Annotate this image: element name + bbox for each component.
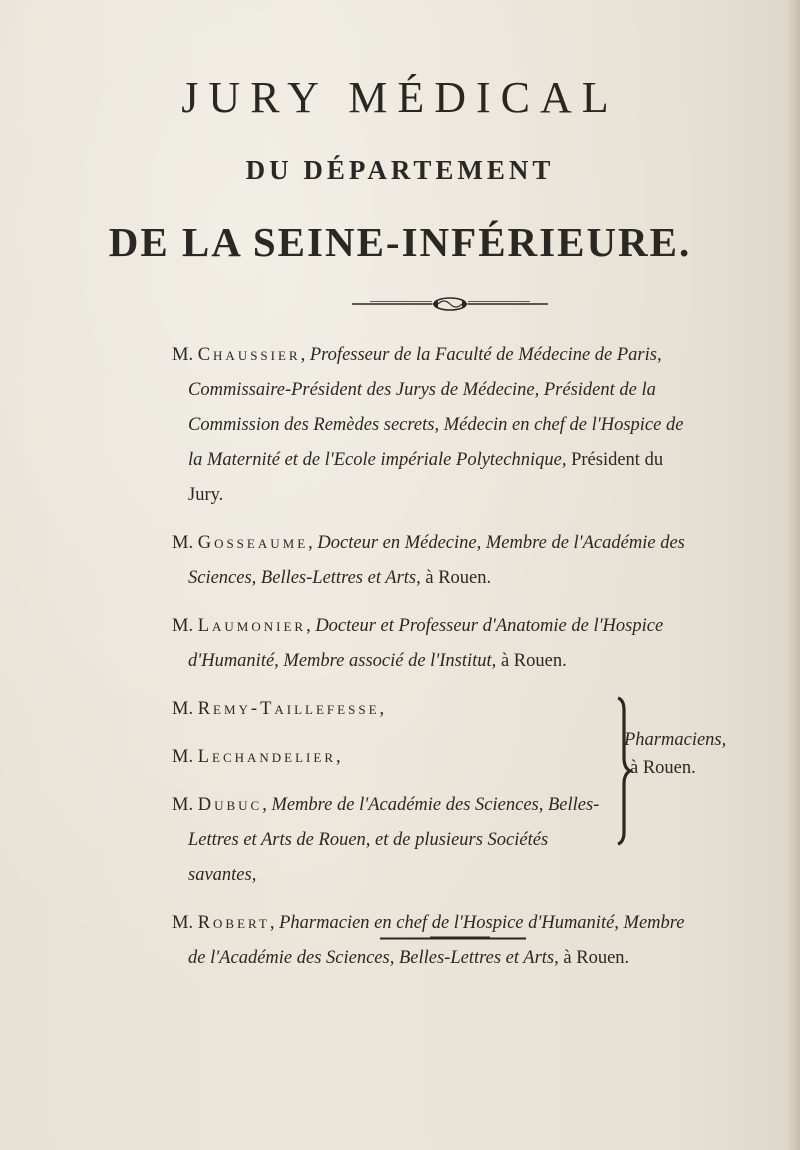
entry-remy-taillefesse: M. Remy-Taillefesse,: [172, 699, 385, 719]
entry-continuation: Commissaire-Président des Jurys de Médecine, Président de la: [188, 380, 656, 400]
title-seine-inferieure: DE LA SEINE-INFÉRIEURE.: [108, 219, 692, 265]
entry-continuation: Commission des Remèdes secrets, Médecin en chef de l'Hospice de: [188, 415, 684, 435]
entry-gosseaume: M. Gosseaume, Docteur en Médecine, Membre de l'Académie des Sciences, Belles-Lettres et Arts, à Rouen.: [172, 526, 740, 596]
entry-continuation: Jury.: [188, 485, 224, 505]
member-name: Chaussier: [197, 345, 301, 365]
member-title: Pharmacien en chef de l'Hospice d'Humanité, Membre: [279, 913, 685, 933]
member-title: Docteur et Professeur d'Anatomie de l'Hospice: [315, 616, 664, 636]
member-name: Remy-Taillefesse: [197, 699, 380, 719]
member-title: Membre de l'Académie des Sciences, Belles-: [271, 795, 600, 815]
entry-chaussier: M. Chaussier, Professeur de la Faculté de Médecine de Paris, Commissaire-Président des Jurys de Médecine, Président de la Commission des Remèdes secrets, Médecin en chef de l'Hospice de la Maternité et de l'Ecole impériale Polytechnique, Président du Jury.: [172, 338, 740, 513]
pharmacists-group: [172, 692, 740, 893]
member-name: Lechandelier: [197, 747, 336, 767]
jury-member-list: [172, 338, 740, 976]
entry-continuation: la Maternité et de l'Ecole impériale Polytechnique, Président du: [188, 450, 664, 470]
entry-continuation: d'Humanité, Membre associé de l'Institut, à Rouen.: [188, 651, 567, 671]
entry-lechandelier: M. Lechandelier,: [172, 747, 341, 767]
entry-prefix: M.: [172, 345, 194, 365]
entry-continuation: Sciences, Belles-Lettres et Arts, à Rouen.: [188, 568, 492, 588]
entry-continuation: savantes,: [188, 865, 257, 885]
ornament-divider: [350, 296, 550, 312]
title-jury-medical: JURY MÉDICAL: [181, 73, 619, 122]
member-name: Dubuc: [197, 795, 263, 815]
member-title: Docteur en Médecine, Membre de l'Académie des: [317, 533, 685, 553]
member-name: Gosseaume: [197, 533, 309, 553]
title-du-departement: DU DÉPARTEMENT: [245, 155, 555, 185]
entry-robert: M. Robert, Pharmacien en chef de l'Hospice d'Humanité, Membre de l'Académie des Sciences, Belles-Lettres et Arts, à Rouen.: [172, 906, 740, 976]
entry-laumonier: M. Laumonier, Docteur et Professeur d'Anatomie de l'Hospice d'Humanité, Membre associé de l'Institut, à Rouen.: [172, 609, 740, 679]
closing-rule: [380, 936, 526, 941]
pharmacists-label: Pharmaciens, à Rouen.: [624, 730, 727, 778]
member-title: Professeur de la Faculté de Médecine de Paris,: [309, 345, 662, 365]
member-name: Robert: [197, 913, 270, 933]
member-name: Laumonier: [197, 616, 307, 636]
entry-continuation: de l'Académie des Sciences, Belles-Lettres et Arts, à Rouen.: [188, 948, 630, 968]
entry-dubuc: M. Dubuc, Membre de l'Académie des Sciences, Belles- Lettres et Arts de Rouen, et de plusieurs Sociétés savantes,: [172, 788, 740, 893]
entry-continuation: Lettres et Arts de Rouen, et de plusieurs Sociétés: [188, 830, 549, 850]
